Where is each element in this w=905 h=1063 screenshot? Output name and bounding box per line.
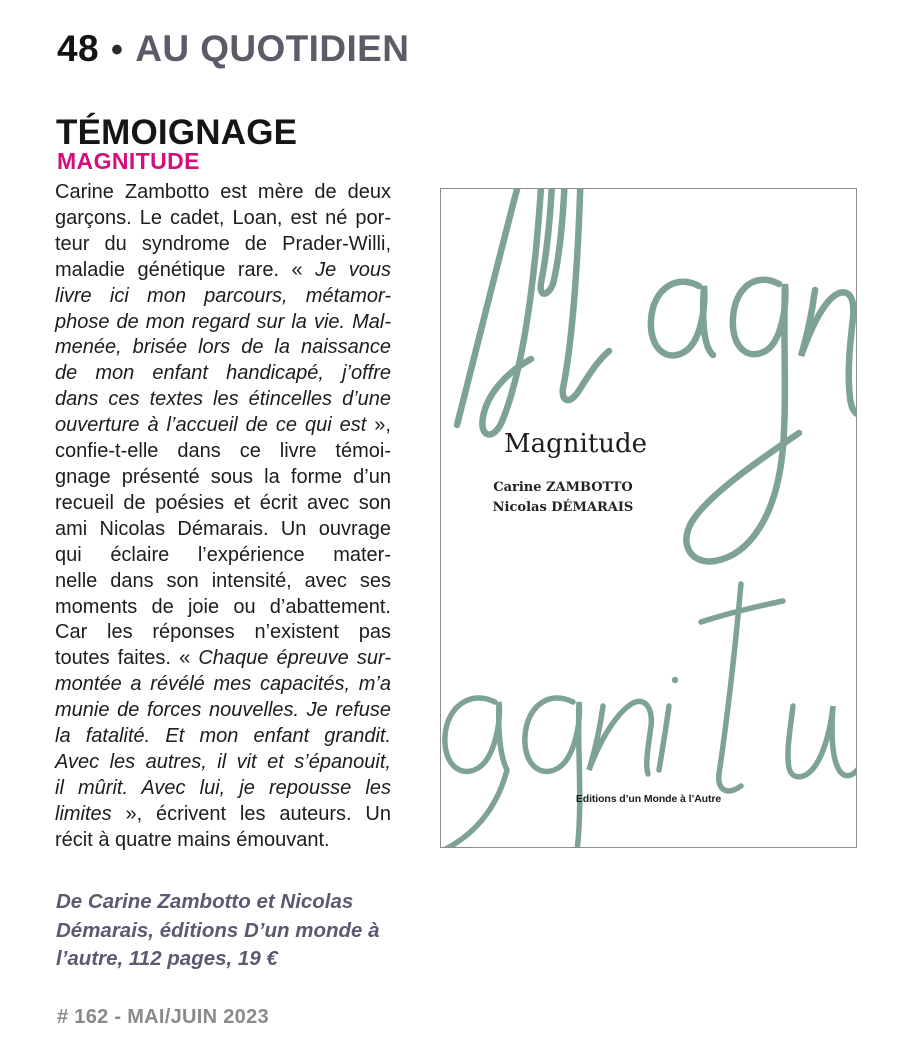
body-line: de mon enfant handicapé, j’offre xyxy=(55,362,391,385)
book-credit xyxy=(56,888,380,974)
cover-title: Magnitude xyxy=(504,429,648,459)
book-cover xyxy=(440,188,857,848)
body-line: recueil de poésies et écrit avec son xyxy=(55,491,391,514)
cover-author-line: Nicolas DÉMARAIS xyxy=(492,500,634,515)
body-line: ami Nicolas Démarais. Un ouvrage xyxy=(55,517,391,540)
body-line: qui éclaire l’expérience mater- xyxy=(55,543,391,566)
page-number: 48 xyxy=(57,28,99,69)
credit-line: De Carine Zambotto et Nicolas xyxy=(56,890,354,913)
credit-line: Démarais, éditions D’un monde à xyxy=(56,918,380,942)
body-line: moments de joie ou d’abattement. xyxy=(55,595,391,618)
body-line: récit à quatre mains émouvant. xyxy=(55,828,330,851)
body-line: teur du syndrome de Prader-Willi, xyxy=(55,232,391,255)
article-title: MAGNITUDE xyxy=(57,148,200,174)
body-line: phose de mon regard sur la vie. Mal- xyxy=(55,310,391,333)
page-header xyxy=(57,29,409,70)
body-line: nelle dans son intensité, avec ses xyxy=(55,569,391,592)
cover-publisher: Editions d’un Monde à l’Autre xyxy=(575,793,722,805)
body-line: dans ces textes les étincelles d’une xyxy=(55,388,391,411)
body-line: maladie génétique rare. « Je vous xyxy=(55,258,391,281)
body-line: il mûrit. Avec lui, je repousse les xyxy=(55,776,391,799)
cover-author-line: Carine ZAMBOTTO xyxy=(493,480,633,495)
body-line: toutes faites. « Chaque épreuve sur- xyxy=(55,647,392,670)
cover-script-lettering xyxy=(441,189,856,847)
body-line: garçons. Le cadet, Loan, est né por- xyxy=(55,206,391,229)
body-line: menée, brisée lors de la naissance xyxy=(55,336,391,359)
bullet-separator-icon: • xyxy=(110,31,124,69)
body-line: Car les réponses n’existent pas xyxy=(55,621,391,644)
body-line: confie-t-elle dans ce livre témoi- xyxy=(55,440,391,463)
body-line: munie de forces nouvelles. Je refuse xyxy=(55,699,391,722)
cover-authors xyxy=(441,478,685,518)
body-line: gnage présenté sous la forme d’un xyxy=(55,465,391,488)
body-line: Carine Zambotto est mère de deux xyxy=(55,181,391,203)
article-body xyxy=(55,180,391,854)
script-word-bottom xyxy=(441,584,856,847)
body-line: ouverture à l’accueil de ce qui est », xyxy=(55,414,391,437)
issue-footer: # 162 - MAI/JUIN 2023 xyxy=(57,1006,269,1028)
body-line: limites », écrivent les auteurs. Un xyxy=(55,802,391,825)
body-line: Avec les autres, il vit et s’épanouit, xyxy=(55,750,391,773)
section-title: AU QUOTIDIEN xyxy=(135,28,410,69)
article-kicker: TÉMOIGNAGE xyxy=(56,113,298,152)
body-line: la fatalité. Et mon enfant grandit. xyxy=(55,725,391,748)
body-line: montée a révélé mes capacités, m’a xyxy=(55,673,391,696)
body-line: livre ici mon parcours, métamor- xyxy=(55,284,391,307)
credit-line: l’autre, 112 pages, 19 € xyxy=(56,947,278,970)
